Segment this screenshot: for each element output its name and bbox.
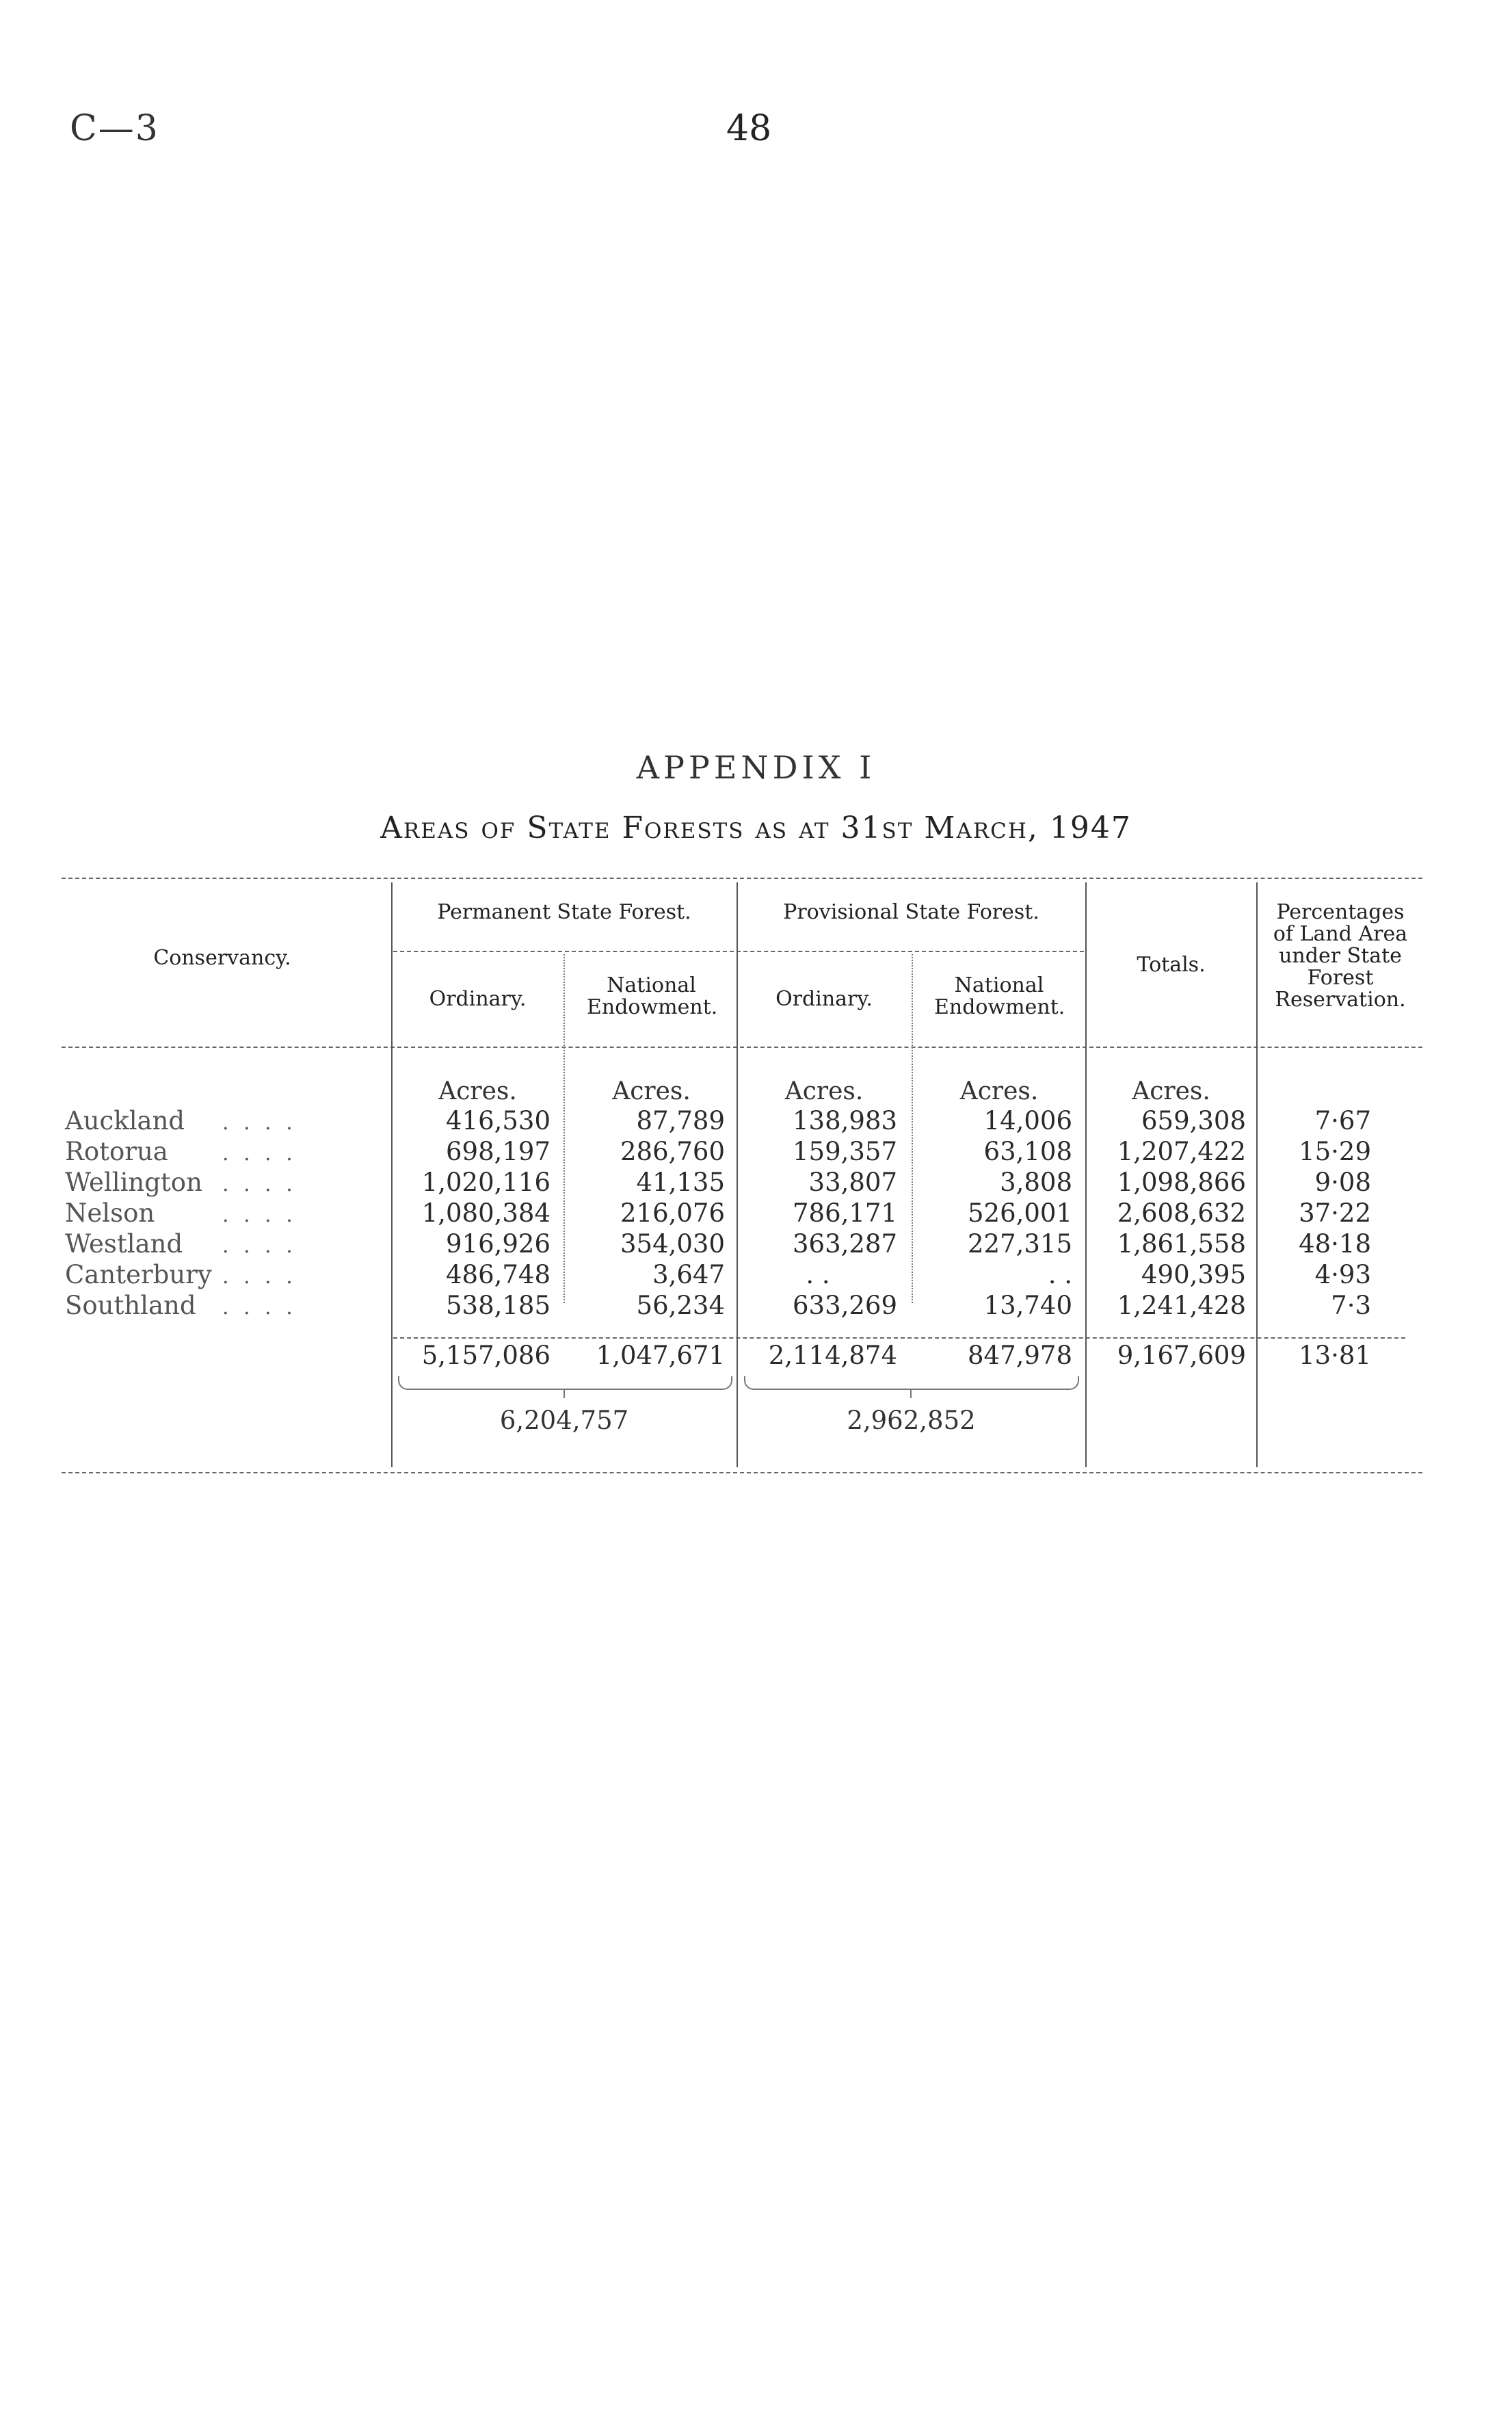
permanent-brace-tip <box>563 1389 565 1398</box>
leader-dots: . . . . <box>222 1234 297 1258</box>
permanent-brace <box>398 1376 732 1390</box>
header-prov-national: National Endowment. <box>934 973 1065 1019</box>
cell-percentage: 9·08 <box>1314 1168 1371 1197</box>
cell-prov-national: 526,001 <box>967 1198 1072 1228</box>
cell-total: 2,608,632 <box>1117 1198 1246 1228</box>
col-divider-3 <box>737 882 738 1467</box>
conservancy-name: Westland <box>65 1229 183 1259</box>
header-prov-ordinary: Ordinary. <box>775 987 873 1011</box>
cell-total: 1,098,866 <box>1117 1168 1246 1197</box>
col-divider-4 <box>912 954 913 1303</box>
cell-prov-ordinary: 786,171 <box>792 1198 897 1228</box>
header-perm-national: National Endowment. <box>587 973 718 1019</box>
table-top-rule <box>62 878 1422 879</box>
cell-total: 1,241,428 <box>1117 1291 1246 1320</box>
combined-provisional: 2,962,852 <box>847 1406 976 1435</box>
appendix-title: APPENDIX I <box>636 749 876 786</box>
table-subtitle: Areas of State Forests as at 31st March, 1947 <box>380 811 1132 845</box>
total-percentage: 13·81 <box>1299 1341 1371 1370</box>
provisional-brace-tip <box>910 1389 912 1398</box>
total-perm-national: 1,047,671 <box>596 1341 725 1370</box>
cell-perm-ordinary: 538,185 <box>445 1291 551 1320</box>
unit-totals: Acres. <box>1132 1077 1210 1105</box>
cell-total: 659,308 <box>1141 1106 1246 1135</box>
conservancy-name: Rotorua <box>65 1137 168 1166</box>
col-divider-1 <box>391 882 393 1467</box>
combined-permanent: 6,204,757 <box>499 1406 629 1435</box>
conservancy-name: Canterbury <box>65 1260 212 1289</box>
page-number: 48 <box>726 108 772 149</box>
leader-dots: . . . . <box>222 1265 297 1289</box>
header-conservancy: Conservancy. <box>153 946 291 970</box>
header-provisional: Provisional State Forest. <box>783 900 1039 924</box>
cell-prov-national: 14,006 <box>983 1106 1072 1135</box>
col-divider-2 <box>563 954 565 1303</box>
cell-percentage: 4·93 <box>1314 1260 1371 1289</box>
col-divider-5 <box>1085 882 1087 1467</box>
conservancy-name: Auckland <box>65 1106 185 1135</box>
cell-prov-ordinary: 138,983 <box>792 1106 897 1135</box>
cell-percentage: 7·67 <box>1314 1106 1371 1135</box>
grand-total: 9,167,609 <box>1117 1341 1246 1370</box>
conservancy-name: Wellington <box>65 1168 202 1197</box>
cell-prov-national: . . <box>1048 1260 1072 1289</box>
col-divider-6 <box>1256 882 1258 1467</box>
leader-dots: . . . . <box>222 1111 297 1135</box>
unit-prov-ordinary: Acres. <box>784 1077 864 1105</box>
cell-perm-ordinary: 916,926 <box>445 1229 551 1259</box>
cell-prov-national: 227,315 <box>967 1229 1072 1259</box>
cell-perm-ordinary: 1,020,116 <box>421 1168 551 1197</box>
cell-prov-national: 13,740 <box>983 1291 1072 1320</box>
unit-perm-ordinary: Acres. <box>438 1077 517 1105</box>
cell-percentage: 48·18 <box>1299 1229 1371 1259</box>
total-perm-ordinary: 5,157,086 <box>421 1341 551 1370</box>
total-prov-ordinary: 2,114,874 <box>768 1341 897 1370</box>
unit-prov-national: Acres. <box>959 1077 1039 1105</box>
cell-perm-ordinary: 698,197 <box>445 1137 551 1166</box>
cell-prov-ordinary: . . <box>806 1260 830 1289</box>
cell-prov-ordinary: 159,357 <box>792 1137 897 1166</box>
cell-total: 1,207,422 <box>1117 1137 1246 1166</box>
cell-perm-ordinary: 1,080,384 <box>421 1198 551 1228</box>
leader-dots: . . . . <box>222 1296 297 1319</box>
leader-dots: . . . . <box>222 1172 297 1196</box>
cell-prov-ordinary: 33,807 <box>808 1168 897 1197</box>
cell-percentage: 7·3 <box>1331 1291 1371 1320</box>
table-bottom-rule <box>62 1472 1422 1473</box>
leader-dots: . . . . <box>222 1203 297 1227</box>
header-percentages: Percentages of Land Area under State Forest Reservation. <box>1273 900 1408 1012</box>
cell-perm-national: 216,076 <box>620 1198 725 1228</box>
cell-perm-national: 87,789 <box>636 1106 725 1135</box>
cell-prov-ordinary: 633,269 <box>792 1291 897 1320</box>
cell-total: 1,861,558 <box>1117 1229 1246 1259</box>
totals-rule <box>393 1337 1405 1339</box>
provisional-brace <box>744 1376 1079 1390</box>
cell-perm-ordinary: 416,530 <box>445 1106 551 1135</box>
total-prov-national: 847,978 <box>967 1341 1072 1370</box>
conservancy-name: Southland <box>65 1291 196 1320</box>
unit-perm-national: Acres. <box>612 1077 691 1105</box>
cell-total: 490,395 <box>1141 1260 1246 1289</box>
cell-prov-national: 63,108 <box>983 1137 1072 1166</box>
cell-perm-national: 286,760 <box>620 1137 725 1166</box>
cell-perm-national: 56,234 <box>636 1291 725 1320</box>
cell-prov-national: 3,808 <box>1000 1168 1072 1197</box>
cell-percentage: 15·29 <box>1299 1137 1371 1166</box>
cell-perm-national: 41,135 <box>636 1168 725 1197</box>
leader-dots: . . . . <box>222 1142 297 1166</box>
subheader-rule <box>393 951 1084 952</box>
cell-perm-ordinary: 486,748 <box>445 1260 551 1289</box>
cell-perm-national: 3,647 <box>652 1260 725 1289</box>
cell-perm-national: 354,030 <box>620 1229 725 1259</box>
document-reference: C—3 <box>70 108 159 149</box>
header-permanent: Permanent State Forest. <box>437 900 691 924</box>
header-bottom-rule <box>62 1047 1422 1048</box>
conservancy-name: Nelson <box>65 1198 155 1228</box>
cell-percentage: 37·22 <box>1299 1198 1371 1228</box>
header-totals: Totals. <box>1137 953 1206 977</box>
cell-prov-ordinary: 363,287 <box>792 1229 897 1259</box>
header-perm-ordinary: Ordinary. <box>429 987 527 1011</box>
